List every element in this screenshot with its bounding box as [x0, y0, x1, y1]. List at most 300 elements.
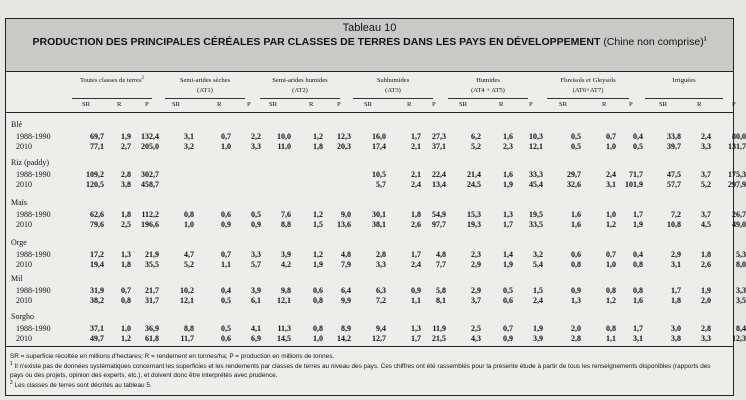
- table-cell: 14,5: [277, 334, 291, 343]
- table-cell: 3,9: [281, 250, 291, 259]
- table-body: [6, 114, 746, 347]
- column-group-header: [641, 76, 727, 99]
- table-cell: 2,5: [471, 324, 481, 333]
- table-cell: 1,6: [503, 170, 513, 179]
- table-cell: 0,9: [411, 286, 421, 295]
- column-group-header: [161, 76, 249, 99]
- table-cell: 1,7: [503, 220, 513, 229]
- subcolumn-header: P: [247, 101, 251, 108]
- group-code: (AT6+AT7): [572, 87, 604, 94]
- column-group-header: [256, 76, 344, 99]
- table-cell: 20,3: [337, 142, 351, 151]
- table-number: Tableau 10: [342, 22, 397, 34]
- table-cell: 131,7: [728, 142, 746, 151]
- group-code: [641, 86, 727, 96]
- table-cell: 0,4: [633, 132, 643, 141]
- table-cell: 1,7: [411, 132, 421, 141]
- table-cell: 0,9: [571, 286, 581, 295]
- subcolumn-header: P: [337, 101, 341, 108]
- table-cell: 38,1: [372, 220, 386, 229]
- table-cell: 33,5: [529, 220, 543, 229]
- table-cell: 17,4: [372, 142, 386, 151]
- table-cell: 175,3: [728, 170, 746, 179]
- table-cell: 2,4: [533, 296, 543, 305]
- table-cell: 30,1: [372, 210, 386, 219]
- group-label: Humides: [476, 77, 500, 84]
- table-cell: 1,9: [503, 180, 513, 189]
- table-cell: 3,7: [701, 170, 711, 179]
- period-label: 1988-1990: [16, 210, 51, 219]
- table-cell: 31,9: [90, 286, 104, 295]
- table-cell: 69,7: [90, 132, 104, 141]
- table-cell: 9,8: [281, 286, 291, 295]
- table-cell: 5,7: [251, 260, 261, 269]
- table-cell: 1,7: [411, 250, 421, 259]
- table-cell: 4,2: [281, 260, 291, 269]
- footnote-legend: SR = superficie récoltée en millions d'hectares; R = rendement en tonnes/ha; P = production en millions de tonnes.: [10, 353, 335, 360]
- period-label: 2010: [16, 220, 32, 229]
- table-cell: 45,4: [529, 180, 543, 189]
- table-cell: 9,4: [376, 324, 386, 333]
- table-cell: 101,9: [625, 180, 643, 189]
- table-cell: 3,3: [736, 286, 746, 295]
- table-title-main: PRODUCTION DES PRINCIPALES CÉRÉALES PAR CLASSES DE TERRES DANS LES PAYS EN DÉVELOPPEMENT: [32, 36, 601, 48]
- table-cell: 1,2: [121, 334, 131, 343]
- period-label: 2010: [16, 260, 32, 269]
- table-cell: 2,6: [411, 220, 421, 229]
- table-cell: 8,4: [736, 324, 746, 333]
- table-cell: 1,8: [701, 250, 711, 259]
- table-cell: 3,8: [671, 334, 681, 343]
- table-cell: 0,9: [503, 334, 513, 343]
- subcolumn-header: SR: [659, 101, 668, 108]
- table-cell: 3,2: [533, 250, 543, 259]
- table-cell: 26,7: [732, 210, 746, 219]
- period-label: 2010: [16, 180, 32, 189]
- table-cell: 6,2: [471, 132, 481, 141]
- group-code: (AT2): [292, 87, 308, 94]
- table-cell: 29,7: [567, 170, 581, 179]
- column-group-header: [349, 76, 437, 99]
- table-cell: 297,9: [728, 180, 746, 189]
- table-cell: 0,8: [571, 260, 581, 269]
- group-label: Semi-arides sèches: [179, 77, 231, 84]
- table-cell: 5,4: [533, 260, 543, 269]
- group-label: Semi-arides humides: [272, 77, 328, 84]
- group-label: Toutes classes de terres$^2$: [79, 75, 145, 84]
- table-cell: 12,1: [180, 296, 194, 305]
- period-label: 1988-1990: [16, 286, 51, 295]
- table-cell: 10,0: [277, 132, 291, 141]
- period-label: 1988-1990: [16, 132, 51, 141]
- table-cell: 5,7: [376, 180, 386, 189]
- table-cell: 2,4: [606, 170, 616, 179]
- footnote-mark: 2: [10, 379, 13, 386]
- table-cell: 1,8: [121, 210, 131, 219]
- table-cell: 8,1: [436, 296, 446, 305]
- period-label: 1988-1990: [16, 324, 51, 333]
- table-cell: 3,3: [251, 250, 261, 259]
- subcolumn-header: SR: [364, 101, 373, 108]
- table-cell: 4,8: [341, 250, 351, 259]
- table-cell: 1,5: [313, 220, 323, 229]
- group-code: [68, 86, 156, 96]
- column-group-header: [444, 76, 532, 99]
- table-cell: 1,2: [313, 250, 323, 259]
- table-cell: 4,8: [436, 250, 446, 259]
- footnote-2: [10, 381, 725, 391]
- footnote-1: [10, 362, 725, 381]
- table-cell: 1,3: [503, 210, 513, 219]
- table-cell: 1,0: [606, 210, 616, 219]
- table-cell: 22,4: [432, 170, 446, 179]
- table-cell: 49,7: [90, 334, 104, 343]
- table-cell: 10,5: [372, 170, 386, 179]
- table-cell: 5,3: [736, 250, 746, 259]
- table-cell: 1,0: [184, 220, 194, 229]
- table-cell: 31,7: [145, 296, 159, 305]
- table-cell: 4,7: [184, 250, 194, 259]
- footnote-mark: 1: [10, 360, 13, 367]
- table-cell: 3,1: [633, 334, 643, 343]
- table-cell: 2,8: [376, 250, 386, 259]
- table-cell: 0,7: [606, 132, 616, 141]
- table-cell: 19,4: [90, 260, 104, 269]
- table-cell: 2,4: [701, 132, 711, 141]
- footnotes: [10, 352, 725, 390]
- table-cell: 0,8: [633, 260, 643, 269]
- table-cell: 37,1: [90, 324, 104, 333]
- table-cell: 11,7: [180, 334, 194, 343]
- table-cell: 0,9: [251, 220, 261, 229]
- group-label: Irriguées: [672, 77, 696, 84]
- table-cell: 0,7: [606, 250, 616, 259]
- table-cell: 0,4: [221, 286, 231, 295]
- table-cell: 0,5: [221, 324, 231, 333]
- group-label: Fluvisols et Gleysols: [560, 77, 616, 84]
- table-cell: 1,0: [606, 260, 616, 269]
- table-cell: 302,7: [141, 170, 159, 179]
- subcolumn-header: P: [432, 101, 436, 108]
- table-cell: 1,9: [633, 220, 643, 229]
- table-cell: 112,2: [141, 210, 159, 219]
- table-cell: 0,8: [606, 324, 616, 333]
- table-cell: 3,2: [184, 142, 194, 151]
- table-cell: 1,4: [503, 250, 513, 259]
- subcolumn-header: R: [602, 101, 607, 108]
- subcolumn-header: SR: [559, 101, 568, 108]
- table-cell: 1,0: [221, 142, 231, 151]
- group-rule: [165, 96, 245, 99]
- table-cell: 36,9: [145, 324, 159, 333]
- table-cell: 7,9: [341, 260, 351, 269]
- table-cell: 49,0: [732, 220, 746, 229]
- table-cell: 11,0: [277, 142, 291, 151]
- table-cell: 1,8: [313, 142, 323, 151]
- table-cell: 0,8: [313, 324, 323, 333]
- table-cell: 12,3: [732, 334, 746, 343]
- group-rule: [547, 96, 629, 99]
- table-cell: 10,3: [529, 132, 543, 141]
- table-cell: 4,5: [701, 220, 711, 229]
- table-cell: 5,8: [436, 286, 446, 295]
- table-cell: 0,6: [221, 334, 231, 343]
- table-cell: 8,8: [281, 220, 291, 229]
- table-cell: 0,8: [121, 296, 131, 305]
- table-cell: 32,6: [567, 180, 581, 189]
- table-cell: 62,6: [90, 210, 104, 219]
- table-cell: 1,9: [533, 324, 543, 333]
- period-label: 1988-1990: [16, 250, 51, 259]
- table-cell: 79,6: [90, 220, 104, 229]
- table-cell: 2,1: [411, 170, 421, 179]
- table-cell: 2,8: [121, 170, 131, 179]
- table-cell: 10,2: [180, 286, 194, 295]
- column-group-header: [543, 76, 633, 99]
- table-cell: 80,0: [732, 132, 746, 141]
- table-cell: 3,7: [471, 296, 481, 305]
- table-cell: 1,0: [606, 142, 616, 151]
- table-cell: 1,9: [121, 132, 131, 141]
- table-cell: 12,7: [372, 334, 386, 343]
- table-cell: 12,3: [337, 132, 351, 141]
- table-cell: 3,1: [671, 260, 681, 269]
- group-code: (AT3): [385, 87, 401, 94]
- table-cell: 3,3: [701, 334, 711, 343]
- subcolumn-header: R: [217, 101, 222, 108]
- group-code: (AT4 + AT5): [471, 87, 505, 94]
- table-cell: 8,8: [184, 324, 194, 333]
- table-cell: 2,5: [121, 220, 131, 229]
- table-cell: 39,7: [667, 142, 681, 151]
- table-cell: 1,6: [633, 296, 643, 305]
- table-cell: 0,8: [606, 286, 616, 295]
- table-cell: 54,9: [432, 210, 446, 219]
- table-cell: 13,6: [337, 220, 351, 229]
- table-cell: 1,2: [313, 132, 323, 141]
- table-cell: 5,2: [471, 142, 481, 151]
- table-cell: 4,3: [471, 334, 481, 343]
- table-cell: 2,8: [701, 324, 711, 333]
- table-cell: 33,8: [667, 132, 681, 141]
- table-cell: 2,7: [121, 142, 131, 151]
- footnote-ref: 1: [703, 36, 707, 43]
- group-code: (AT1): [197, 87, 213, 94]
- table-cell: 17,2: [90, 250, 104, 259]
- table-cell: 1,1: [221, 260, 231, 269]
- table-cell: 120,5: [86, 180, 104, 189]
- table-cell: 2,4: [411, 260, 421, 269]
- table-cell: 5,2: [701, 180, 711, 189]
- subcolumn-header: R: [499, 101, 504, 108]
- subcolumn-header: R: [309, 101, 314, 108]
- table-cell: 3,1: [606, 180, 616, 189]
- table-cell: 3,1: [184, 132, 194, 141]
- table-cell: 6,1: [251, 296, 261, 305]
- table-cell: 1,9: [503, 260, 513, 269]
- table-cell: 6,3: [376, 286, 386, 295]
- table-cell: 2,6: [701, 260, 711, 269]
- table-cell: 1,8: [121, 260, 131, 269]
- table-cell: 2,8: [571, 334, 581, 343]
- table-cell: 3,5: [736, 296, 746, 305]
- column-header: [6, 72, 736, 113]
- table-cell: 38,2: [90, 296, 104, 305]
- table-cell: 77,1: [90, 142, 104, 151]
- table-cell: 1,9: [313, 260, 323, 269]
- table-cell: 8,9: [341, 324, 351, 333]
- table-cell: 3,8: [121, 180, 131, 189]
- table-cell: 14,2: [337, 334, 351, 343]
- table-cell: 0,7: [221, 132, 231, 141]
- table-cell: 1,3: [571, 296, 581, 305]
- table-cell: 7,2: [671, 210, 681, 219]
- subcolumn-header: SR: [172, 101, 181, 108]
- crop-name: Mil: [11, 274, 23, 283]
- table-cell: 2,9: [471, 260, 481, 269]
- table-cell: 11,9: [432, 324, 446, 333]
- table-cell: 0,9: [221, 220, 231, 229]
- table-cell: 3,7: [701, 210, 711, 219]
- table-cell: 0,5: [503, 286, 513, 295]
- table-cell: 5,2: [184, 260, 194, 269]
- table-cell: 1,7: [633, 210, 643, 219]
- table-cell: 7,7: [436, 260, 446, 269]
- table-cell: 205,0: [141, 142, 159, 151]
- table-cell: 2,3: [503, 142, 513, 151]
- group-rule: [72, 96, 152, 99]
- table-cell: 1,1: [411, 296, 421, 305]
- table-cell: 2,9: [471, 286, 481, 295]
- table-cell: 3,3: [376, 260, 386, 269]
- table-cell: 2,4: [411, 180, 421, 189]
- table-cell: 0,5: [571, 142, 581, 151]
- table-cell: 19,5: [529, 210, 543, 219]
- table-cell: 7,6: [281, 210, 291, 219]
- subcolumn-header: SR: [269, 101, 278, 108]
- table-cell: 3,3: [701, 142, 711, 151]
- table-cell: 1,8: [411, 210, 421, 219]
- table-cell: 61,8: [145, 334, 159, 343]
- table-cell: 57,7: [667, 180, 681, 189]
- table-cell: 8,0: [736, 260, 746, 269]
- table-cell: 1,2: [606, 296, 616, 305]
- table-cell: 71,7: [629, 170, 643, 179]
- subcolumn-header: P: [629, 101, 633, 108]
- period-label: 2010: [16, 142, 32, 151]
- table-cell: 3,0: [671, 324, 681, 333]
- table-cell: 0,5: [251, 210, 261, 219]
- table-cell: 1,8: [671, 296, 681, 305]
- table-cell: 1,2: [606, 220, 616, 229]
- table-cell: 2,0: [701, 296, 711, 305]
- crop-name: Sorgho: [11, 312, 34, 321]
- table-cell: 4,1: [251, 324, 261, 333]
- table-cell: 12,1: [529, 142, 543, 151]
- table-cell: 1,7: [633, 324, 643, 333]
- table-cell: 21,4: [467, 170, 481, 179]
- table-cell: 0,8: [313, 296, 323, 305]
- subcolumn-header: R: [697, 101, 702, 108]
- subcolumn-header: R: [117, 101, 122, 108]
- table-cell: 3,9: [533, 334, 543, 343]
- table-cell: 0,8: [633, 286, 643, 295]
- table-cell: 37,1: [432, 142, 446, 151]
- table-cell: 3,9: [251, 286, 261, 295]
- table-cell: 15,3: [467, 210, 481, 219]
- table-cell: 196,6: [141, 220, 159, 229]
- crop-name: Blé: [11, 120, 23, 129]
- table-cell: 21,7: [145, 286, 159, 295]
- table-cell: 1,2: [313, 210, 323, 219]
- table-title: [6, 36, 733, 48]
- period-label: 2010: [16, 296, 32, 305]
- table-cell: 1,3: [121, 250, 131, 259]
- group-rule: [645, 96, 723, 99]
- table-cell: 9,9: [341, 296, 351, 305]
- table-cell: 2,3: [471, 250, 481, 259]
- table-cell: 1,5: [533, 286, 543, 295]
- crop-name: Maïs: [11, 198, 27, 207]
- table-cell: 2,1: [411, 142, 421, 151]
- table-cell: 2,0: [571, 324, 581, 333]
- table-cell: 1,7: [671, 286, 681, 295]
- table-cell: 9,0: [341, 210, 351, 219]
- table-cell: 10,8: [667, 220, 681, 229]
- table-cell: 458,7: [141, 180, 159, 189]
- table-cell: 1,6: [571, 210, 581, 219]
- table-cell: 24,5: [467, 180, 481, 189]
- group-rule: [448, 96, 528, 99]
- table-cell: 1,0: [121, 324, 131, 333]
- subcolumn-header: R: [407, 101, 412, 108]
- table-cell: 12,1: [277, 296, 291, 305]
- table-cell: 1,3: [411, 324, 421, 333]
- table-cell: 16,0: [372, 132, 386, 141]
- group-rule: [353, 96, 433, 99]
- footnote-text: Les classes de terres sont décrites au tableau 5.: [14, 381, 152, 389]
- table-cell: 2,2: [251, 132, 261, 141]
- table-cell: 97,7: [432, 220, 446, 229]
- table-frame: [5, 18, 746, 396]
- column-group-header: [68, 76, 156, 99]
- table-cell: 1,6: [503, 132, 513, 141]
- subcolumn-header: P: [529, 101, 533, 108]
- table-cell: 0,6: [221, 210, 231, 219]
- crop-name: Riz (paddy): [11, 158, 49, 167]
- footnote-ref: 2: [141, 75, 145, 81]
- table-cell: 2,9: [671, 250, 681, 259]
- table-cell: 21,9: [145, 250, 159, 259]
- table-cell: 1,7: [411, 334, 421, 343]
- table-cell: 0,7: [221, 250, 231, 259]
- period-label: 2010: [16, 334, 32, 343]
- table-cell: 0,8: [184, 210, 194, 219]
- table-cell: 21,5: [432, 334, 446, 343]
- subcolumn-header: SR: [82, 101, 91, 108]
- table-cell: 109,2: [86, 170, 104, 179]
- table-cell: 6,9: [251, 334, 261, 343]
- table-cell: 27,3: [432, 132, 446, 141]
- crop-name: Orge: [11, 238, 27, 247]
- subcolumn-header: SR: [459, 101, 468, 108]
- table-cell: 13,4: [432, 180, 446, 189]
- table-cell: 132,4: [141, 132, 159, 141]
- group-label: Subhumides: [376, 77, 410, 84]
- table-cell: 1,9: [701, 286, 711, 295]
- table-cell: 33,3: [529, 170, 543, 179]
- subcolumn-header: P: [732, 101, 736, 108]
